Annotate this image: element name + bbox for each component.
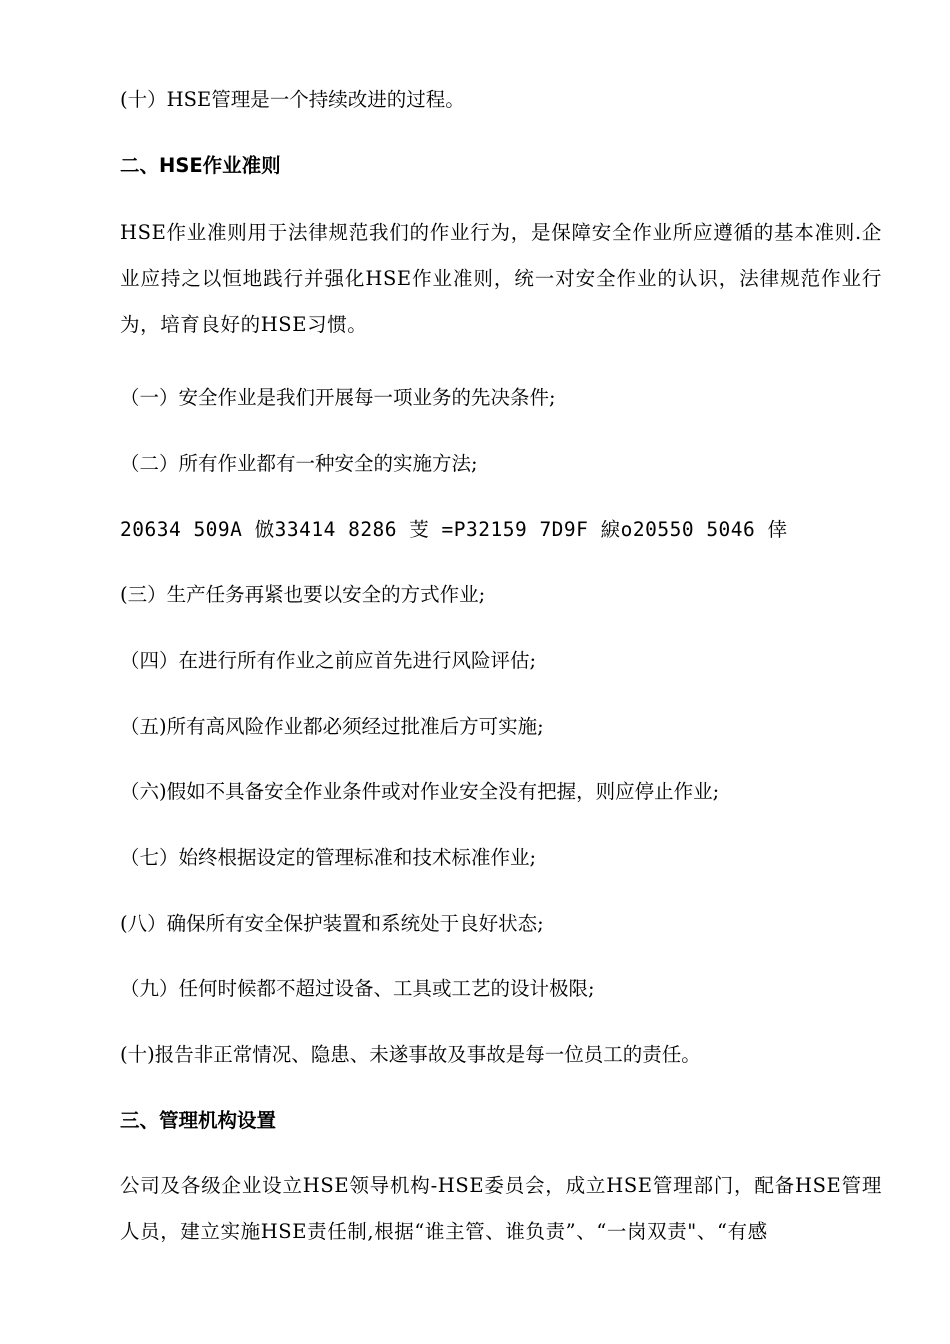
- rule-item-6: （六)假如不具备安全作业条件或对作业安全没有把握，则应停止作业;: [120, 780, 720, 803]
- rule-item-4: （四）在进行所有作业之前应首先进行风险评估;: [120, 649, 537, 672]
- rule-item-5: （五)所有高风险作业都必须经过批准后方可实施;: [120, 715, 544, 738]
- rule-item-8: (八）确保所有安全保护装置和系统处于良好状态;: [120, 912, 544, 935]
- rule-item-2: （二）所有作业都有一种安全的实施方法;: [120, 452, 478, 475]
- garbled-text-line: 20634 509A 倣33414 8286 芰 =P32159 7D9F 綟o20550 5046 倖: [120, 518, 788, 541]
- rule-item-7: （七）始终根据设定的管理标准和技术标准作业;: [120, 846, 537, 869]
- line-item-10-hse-improvement: (十）HSE管理是一个持续改进的过程。: [120, 88, 465, 111]
- rule-item-1: （一）安全作业是我们开展每一项业务的先决条件;: [120, 386, 556, 409]
- section-heading-management-structure: 三、管理机构设置: [120, 1109, 277, 1132]
- section-heading-hse-rules: 二、HSE作业准则: [120, 154, 281, 177]
- rule-item-10: (十)报告非正常情况、隐患、未遂事故及事故是每一位员工的责任。: [120, 1043, 701, 1066]
- section-paragraph-management-structure: 公司及各级企业设立HSE领导机构-HSE委员会，成立HSE管理部门，配备HSE管理人员，建立实施HSE责任制,根据“谁主管、谁负责”、“一岗双责"、“有感: [120, 1174, 882, 1243]
- rule-item-9: （九）任何时候都不超过设备、工具或工艺的设计极限;: [120, 977, 595, 1000]
- section-paragraph-hse-rules: HSE作业准则用于法律规范我们的作业行为，是保障安全作业所应遵循的基本准则.企业应持之以恒地践行并强化HSE作业准则，统一对安全作业的认识，法律规范作业行为，培育良好的HSE习惯。: [120, 221, 882, 336]
- rule-item-3: (三）生产任务再紧也要以安全的方式作业;: [120, 583, 486, 606]
